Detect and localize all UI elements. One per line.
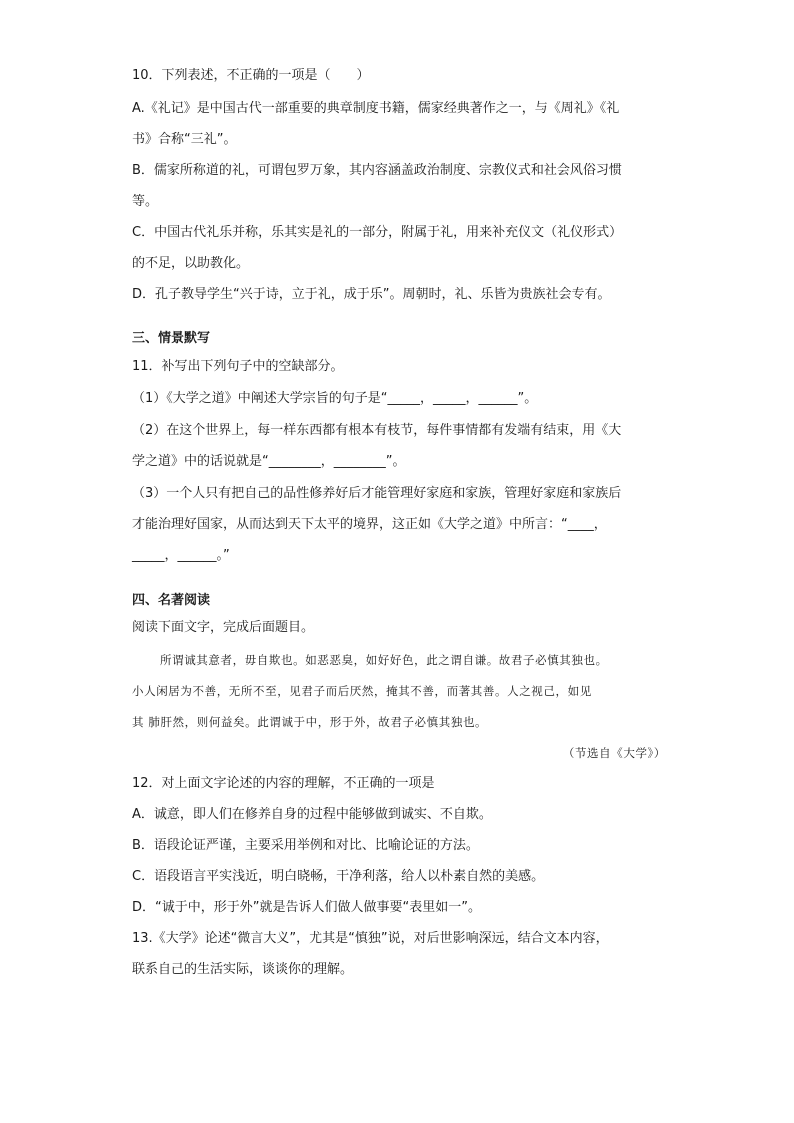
- q10-option-b-line1: B．儒家所称道的礼，可谓包罗万象，其内容涵盖政治制度、宗教仪式和社会风俗习惯: [132, 163, 622, 178]
- q10-option-c-line1: C．中国古代礼乐并称，乐其实是礼的一部分，附属于礼，用来补充仪文（礼仪形式）: [132, 225, 623, 240]
- q11-stem: 11．补写出下列句子中的空缺部分。: [132, 359, 344, 374]
- q12-option-a: A．诚意，即人们在修养自身的过程中能够做到诚实、不自欺。: [132, 807, 492, 822]
- passage-source: （节选自《大学》）: [562, 746, 666, 760]
- passage-line1: 所谓诚其意者，毋自欺也。如恶恶臭，如好好色，此之谓自谦。故君子必慎其独也。: [160, 653, 608, 667]
- q11-sub3-line3: _____，______。”: [132, 548, 230, 563]
- q11-sub3-line2: 才能治理好国家，从而达到天下太平的境界，这正如《大学之道》中所言：“____，: [132, 517, 607, 532]
- q10-option-d: D．孔子教导学生“兴于诗，立于礼，成于乐”。周朝时，礼、乐皆为贵族社会专有。: [132, 287, 611, 302]
- q12-option-b: B．语段论证严谨，主要采用举例和对比、比喻论证的方法。: [132, 838, 479, 853]
- section4-title: 四、名著阅读: [132, 593, 211, 608]
- reading-intro: 阅读下面文字，完成后面题目。: [132, 620, 315, 635]
- q10-option-a-line1: A.《礼记》是中国古代一部重要的典章制度书籍，儒家经典著作之一，与《周礼》《礼: [132, 101, 620, 116]
- passage-line2: 小人闲居为不善，无所不至，见君子而后厌然，掩其不善，而著其善。人之视己，如见: [132, 684, 592, 698]
- q10-option-a-line2: 书》合称“三礼”。: [132, 132, 237, 147]
- q10-option-c-line2: 的不足，以助教化。: [132, 256, 250, 271]
- q11-sub2-line2: 学之道》中的话说就是“________，________”。: [132, 454, 406, 469]
- q13-line2: 联系自己的生活实际，谈谈你的理解。: [132, 962, 354, 977]
- q11-sub3-line1: （3）一个人只有把自己的品性修养好后才能管理好家庭和家族，管理好家庭和家族后: [132, 486, 622, 501]
- q11-sub2-line1: （2）在这个世界上，每一样东西都有根本有枝节，每件事情都有发端有结束，用《大: [132, 423, 622, 438]
- q11-sub1: （1）《大学之道》中阐述大学宗旨的句子是“_____，_____，______”。: [132, 391, 538, 406]
- q12-option-c: C．语段语言平实浅近，明白晓畅，干净利落，给人以朴素自然的美感。: [132, 869, 545, 884]
- q12-stem: 12．对上面文字论述的内容的理解，不正确的一项是: [132, 776, 435, 791]
- passage-line3: 其 肺肝然，则何益矣。此谓诚于中，形于外，故君子必慎其独也。: [132, 715, 488, 729]
- section3-title: 三、情景默写: [132, 331, 211, 346]
- q10-option-b-line2: 等。: [132, 194, 159, 209]
- q10-stem: 10．下列表述，不正确的一项是（ ）: [132, 68, 370, 83]
- q13-line1: 13.《大学》论述“微言大义”，尤其是“慎独”说，对后世影响深远，结合文本内容，: [132, 931, 609, 946]
- q12-option-d: D．“诚于中，形于外”就是告诉人们做人做事要“表里如一”。: [132, 900, 481, 915]
